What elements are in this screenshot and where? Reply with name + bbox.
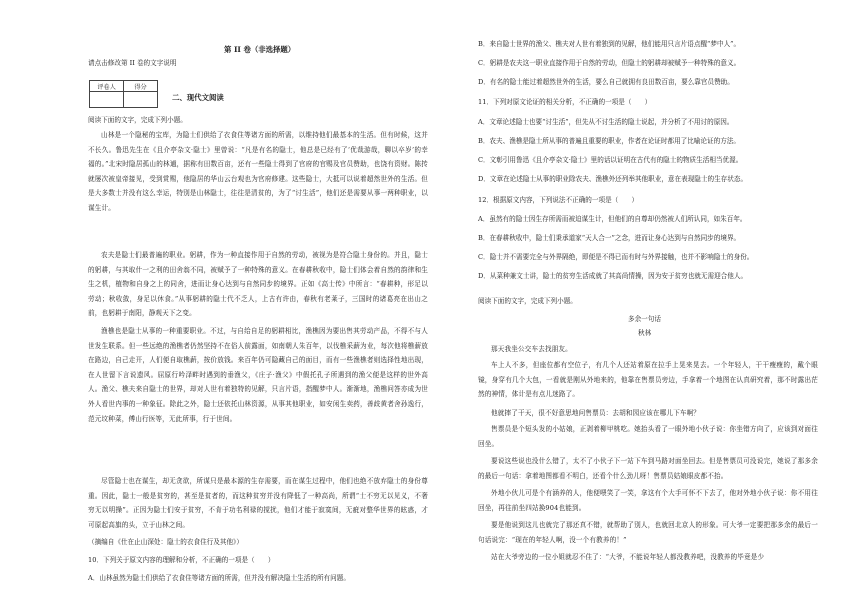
reading-intro-2: 阅读下面的文字，完成下列小题。 bbox=[478, 297, 577, 305]
question-12-option-d: D．从菜种兼文士讲，隐士的贫穷生活成就了其高尚情操，因为安于贫穷也就无需迎合他人。 bbox=[478, 272, 748, 280]
passage-paragraph-4: 尽管隐士也在谋生，却无贪欲，所谋只是最本源的生存需要，而在谋生过程中，他们也绝不放弃隐士的身份尊重。因此，隐士一般是贫穷的，甚至是贫者的，而这种贫穷并没有降低了一种高尚，所谓“士不穷无以见义，不奢穷无以明操”。正因为隐士们安于贫穷，不肯于功名利禄的搅扰，他们才能于寂寞间，无疵对整华世界的眩惑，才可原起高旗的头，立于山林之间。 bbox=[88, 477, 428, 529]
story-paragraph: 那天我坐公交车去找朋友。 bbox=[491, 345, 572, 353]
story-paragraph: 他就摔了干天，很不好意思地问售票员：去胡和园应该在哪儿下车啊？ bbox=[491, 409, 701, 417]
question-12-stem: 12．根据原文内容，下列说法不正确的一项是（ ） bbox=[478, 196, 639, 204]
question-10-option-c: C．躬耕是农夫这一职业直接作用于自然的劳动，但隐士的躬耕却被赋予一种特殊的意义。 bbox=[478, 59, 741, 67]
question-10-option-d: D．有名的隐士能过着超然世外的生活，要么自己就拥有良田数百亩，要么靠官员赞助。 bbox=[478, 78, 734, 86]
passage-paragraph-1: 山林是一个隐秘的宝库，为隐士们供给了衣食住等诸方面的所需，以维持他们最基本的生活。但有时候，这并不长久。鲁迅先生在《且介亭杂文·隐士》里曾说：“凡是有名的隐士，他总是已经有了‘优哉游哉，聊以卒岁’的幸福的。”北宋时隐居孤山的林逋，据称有田数百亩，还有一些隐士得到了官府的官赐及官员赞助，也饶有资财。陈抟就屡次被皇帝接见，受到赏赐，他隐居的华山云台观也为官府修建。这些隐士，大抵可以说着超然世外的生活。但是大多数士并没有这么幸运，特别是山林隐士，往往是清贫的，为了“讨生活”，他们还是需要从事一两种职业，以谋生计。 bbox=[88, 131, 428, 212]
question-11-option-a: A．文章论述隐士也要“讨生活”，但先从不讨生活的隐士说起，并分析了不用讨的原因。 bbox=[478, 118, 734, 126]
story-author: 秋林 bbox=[638, 329, 652, 337]
story-paragraph: 外地小伙儿可是个有涵养的人，他便喂笑了一笑，拿这有个大手可怀不下去了，他对外地小伙子说：你不用往回坐，再往前坐四站换904也能到。 bbox=[478, 489, 818, 512]
question-11-option-b: B．农夫、渔樵是隐士所从事的普遍且重要的职业，作者在论证时都用了比喻论证的方法。 bbox=[478, 137, 740, 145]
question-10-stem: 10．下列关于原文内容的理解和分析，不正确的一项是（ ） bbox=[88, 556, 275, 564]
score-table-header-score: 得分 bbox=[124, 81, 158, 92]
story-paragraph: 车上人不多，但座位都有空位子，有几个人还站着原在拉手上晃来晃去。一个年轻人，干干瘦瘦的，戴个眼镜，身穿有几个大包，一看就是刚从外地来的，他靠在售票员旁边，手拿着一个地图在认真研究着，那不时露出茫然的神情，体计是有点儿迷路了。 bbox=[478, 361, 818, 399]
question-11-option-d: D．文章在论述隐士从事的职业除农夫、渔樵外还列举其他职业，意在表现隐士的生存状态。 bbox=[478, 175, 748, 183]
section-title: 第 II 卷（非选择题） bbox=[224, 45, 296, 54]
question-12-option-a: A．虽然有的隐士因生存所需而被迫谋生计，但他们的自尊却仍然被人们所认同，如朱百年。 bbox=[478, 215, 747, 223]
instruction-text: 请点击修改第 II 卷的文字说明 bbox=[88, 59, 177, 67]
story-paragraph: 要是他说到这儿也就完了那还真不错，就帮助了别人，也就回北京人的形象。可大爷一定要把那多余的最后一句话说完：“现在的年轻人啊，没一个有教养的！” bbox=[478, 521, 818, 544]
question-12-option-c: C．隐士并不需要完全与外界隔绝，即便是不得已而有时与外界接触，也并不影响隐士的身份。 bbox=[478, 253, 754, 261]
reading-intro: 阅读下面的文字，完成下列小题。 bbox=[88, 116, 187, 124]
source-citation: （摘编自《仕在止山深处：隐士的衣食住行及其他》） bbox=[88, 538, 243, 546]
passage-paragraph-2: 农夫是隐士们最普遍的职业。躬耕，作为一种直接作用于自然的劳动，被视为是符合隐士身份的。并且，隐士的躬耕，与其取什一之利的田舍翁不同，被赋予了一种特殊的意义。在春耕秋收中，隐士们体会着自然的韵律和生生之机，植物和自身之上的同舍，进而让身心达到与自然同步的境界。正如《高士传》中所言：“春耕种，形足以劳动；秋收敛，身足以休食。”从事躬耕的隐士代不乏人，上古有许由，春秋有老莱子，三国时的诸葛亮在出山之前，也躬耕于南阳，静观天下之变。 bbox=[88, 251, 428, 318]
passage-paragraph-3: 渔樵也是隐士从事的一种重要职业。不过，与自给自足的躬耕相比，渔樵因为要出售其劳动产品，不得不与人世发生联系。但一些远绝的渔樵者仍然坚持不在俗人前露面，如南朝人朱百年，以伐樵采薪为业，每次他将樵薪放在路边，自己走开，人们便自取樵薪，按价放钱。来百年仍可隐藏自己的面目，而有一些渔樵者则选择性地出现，在人世留下言说遗风。屈原行吟泽畔时遇到的垂渔父，《庄子·渔父》中假托孔子所遇到的渔父便是这样的世外高人。渔父、樵夫来自隐士的世界，却对人世有着独特的见解，只言片语，指醒梦中人。渐渐地，渔樵问答亦成为世外人看世内事的一种象征。除此之外，隐士还依托山林资源，从事其他职业，如安闲生卖药，善歧黄者舍孙逸行，范元坟种菜，傅山行医等，无此所事，行于世间。 bbox=[88, 327, 428, 423]
question-11-stem: 11．下列对原文论证的相关分析，不正确的一项是（ ） bbox=[478, 98, 652, 106]
question-10-option-a: A．山林虽然为隐士们供给了衣食住等诸方面的所需，但并没有解决隐士生活的所有问题。 bbox=[88, 574, 350, 582]
story-paragraph: 要说这些说也没什么错了，太不了小伙子下一站下车到马路对面坐回去。但是售票员可没说完，她说了那多余的最后一句话：拿着地图都看不明白，还看个什么劲儿呀！售票员姑娘眼皮都不抬。 bbox=[478, 457, 818, 480]
score-table-cell-grader bbox=[90, 92, 124, 108]
score-table bbox=[89, 80, 158, 108]
part-heading: 二、现代文阅读 bbox=[172, 93, 224, 102]
score-table-cell-score bbox=[124, 92, 158, 108]
score-table-header-grader: 评卷人 bbox=[90, 81, 124, 92]
story-title: 多余一句话 bbox=[628, 315, 661, 323]
story-paragraph: 站在大爷旁边的一位小姐就忍不住了：“大爷，不能说年轻人都没教养吧，没教养的毕竟是少 bbox=[491, 553, 765, 561]
question-10-option-b: B．来自隐士世界的渔父、樵夫对人世有着独到的见解，他们能用只言片语点醒“梦中人”。 bbox=[478, 40, 741, 48]
question-12-option-b: B．在春耕秋收中，隐士们秉承道家“天人合一”之念，进而让身心达到与自然同步的境界。 bbox=[478, 234, 741, 242]
question-11-option-c: C．文彰引用鲁迅《且介亭杂文·隐士》里的话以证明在古代有的隐士的物质生活相当优渥。 bbox=[478, 156, 743, 164]
story-paragraph: 售票员是个短头发的小姑娘，正剥着柳甲桃吃。她抬头看了一眼外地小伙子说：你坐错方向了，应该到对面往回坐。 bbox=[478, 425, 818, 448]
